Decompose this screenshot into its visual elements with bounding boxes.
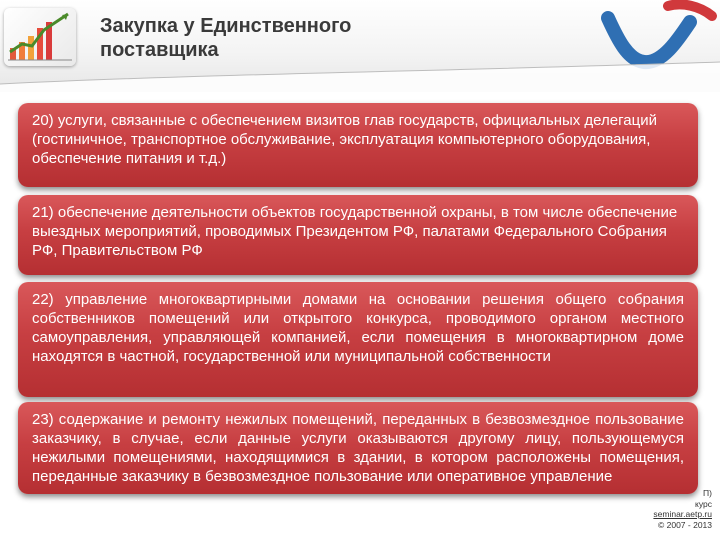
slide-header (0, 0, 720, 92)
footer-copyright: © 2007 - 2013 (658, 519, 712, 530)
list-item (18, 103, 698, 187)
list-item (18, 402, 698, 494)
page-title (100, 14, 520, 62)
title-line-2: поставщика (100, 39, 219, 61)
footer-link[interactable]: seminar.aetp.ru (653, 509, 712, 519)
title-line-1: Закупка у Единственного (100, 15, 352, 37)
item-text: 21) обеспечение деятельности объектов государственной охраны, в том числе обеспечение выездных мероприятий, проводимых Президентом РФ, палатами Федерального Собрания РФ, Правительством РФ (32, 204, 678, 259)
item-text: 23) содержание и ремонту нежилых помещений, переданных в безвозмездное пользование заказчику, в случае, если данные услуги оказываются другому лицу, пользующемуся нежилыми помещениями, находящимися в здании, в котором расположены помещения, переданные заказчику в безвозмездное пользование или оперативное управление (32, 411, 684, 485)
footer-line-2: курс (695, 498, 712, 509)
item-text: 22) управление многоквартирными домами на основании решения общего собрания собственников помещений или открытого конкурса, проводимого органом местного самоуправления, управляющей компанией, если помещения в многоквартирном доме находятся в частной, государственной или муниципальной собственности (32, 291, 684, 365)
slide-footer (612, 488, 712, 530)
list-item (18, 195, 698, 275)
header-wave (0, 58, 720, 98)
footer-line-1: П) (703, 488, 712, 498)
item-text: 20) услуги, связанные с обеспечением визитов глав государств, официальных делегаций (гостиничное, транспортное обслуживание, эксплуатация компьютерного оборудования, обеспечение питания и т.д.) (32, 112, 657, 167)
list-item (18, 282, 698, 397)
